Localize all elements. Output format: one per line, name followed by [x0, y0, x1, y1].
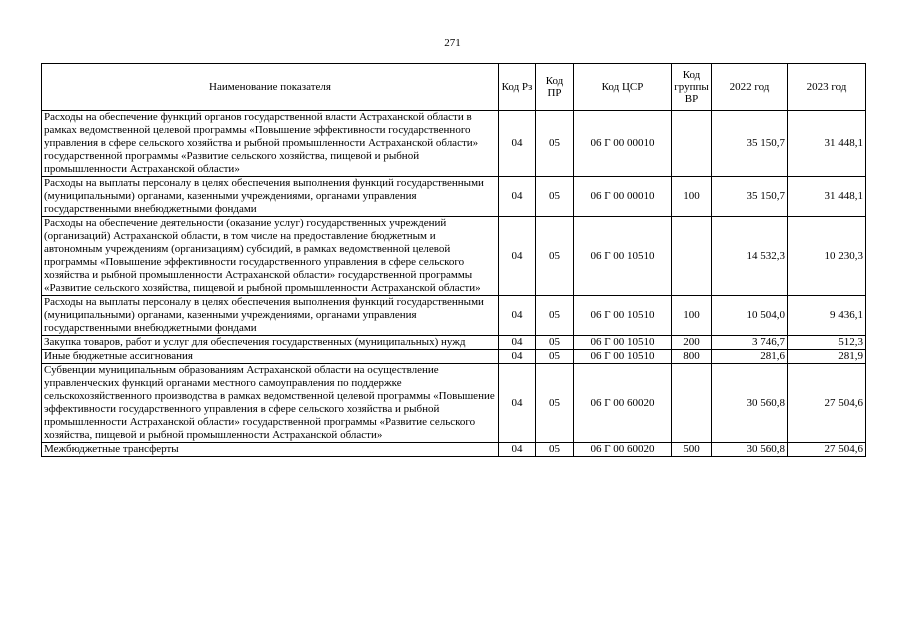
table-row [42, 443, 866, 457]
row-pr: 05 [536, 443, 574, 457]
row-pr: 05 [536, 296, 574, 336]
row-rz: 04 [499, 443, 536, 457]
row-rz: 04 [499, 350, 536, 364]
row-2022: 10 504,0 [712, 296, 788, 336]
row-2022: 30 560,8 [712, 364, 788, 443]
table-header-row [42, 64, 866, 111]
row-2023: 281,9 [788, 350, 866, 364]
table-row [42, 111, 866, 177]
row-2022: 30 560,8 [712, 443, 788, 457]
header-2023: 2023 год [788, 64, 866, 111]
row-csr: 06 Г 00 10510 [574, 217, 672, 296]
row-vr: 100 [672, 296, 712, 336]
row-pr: 05 [536, 177, 574, 217]
table-row [42, 296, 866, 336]
row-csr: 06 Г 00 00010 [574, 111, 672, 177]
table-row [42, 217, 866, 296]
row-rz: 04 [499, 296, 536, 336]
row-name: Расходы на обеспечение деятельности (оказание услуг) государственных учреждений (организаций) Астраханской области, в том числе на предоставление бюджетным и автономным учреждениям (организациям) субсидий, в рамках ведомственной целевой программы «Повышение эффективности государственного управления в сфере сельского хозяйства и рыбной промышленности Астраханской области» государственной программы «Развитие сельского хозяйства, пищевой и рыбной промышленности Астраханской области» [42, 217, 499, 296]
row-pr: 05 [536, 336, 574, 350]
row-2023: 31 448,1 [788, 111, 866, 177]
header-2022: 2022 год [712, 64, 788, 111]
row-2023: 9 436,1 [788, 296, 866, 336]
header-pr: Код ПР [536, 64, 574, 111]
row-vr: 200 [672, 336, 712, 350]
row-name: Межбюджетные трансферты [42, 443, 499, 457]
row-rz: 04 [499, 336, 536, 350]
row-name: Расходы на выплаты персоналу в целях обеспечения выполнения функций государственными (муниципальными) органами, казенными учреждениями, органами управления государственными внебюджетными фондами [42, 296, 499, 336]
row-name: Иные бюджетные ассигнования [42, 350, 499, 364]
row-2022: 14 532,3 [712, 217, 788, 296]
row-csr: 06 Г 00 10510 [574, 336, 672, 350]
row-vr [672, 364, 712, 443]
row-pr: 05 [536, 350, 574, 364]
row-rz: 04 [499, 111, 536, 177]
row-pr: 05 [536, 111, 574, 177]
row-2023: 27 504,6 [788, 443, 866, 457]
table-row [42, 364, 866, 443]
row-2022: 35 150,7 [712, 177, 788, 217]
page-number: 271 [444, 37, 461, 49]
row-2023: 31 448,1 [788, 177, 866, 217]
budget-table [41, 63, 866, 457]
row-csr: 06 Г 00 60020 [574, 443, 672, 457]
row-name: Расходы на обеспечение функций органов государственной власти Астраханской области в рамках ведомственной целевой программы «Повышение эффективности государственного управления в сфере сельского хозяйства и рыбной промышленности Астраханской области» государственной программы «Развитие сельского хозяйства, пищевой и рыбной промышленности Астраханской области» [42, 111, 499, 177]
table-row [42, 350, 866, 364]
row-2023: 512,3 [788, 336, 866, 350]
row-2022: 281,6 [712, 350, 788, 364]
table-row [42, 336, 866, 350]
row-pr: 05 [536, 217, 574, 296]
row-2023: 27 504,6 [788, 364, 866, 443]
row-csr: 06 Г 00 60020 [574, 364, 672, 443]
header-csr: Код ЦСР [574, 64, 672, 111]
row-2022: 3 746,7 [712, 336, 788, 350]
row-rz: 04 [499, 364, 536, 443]
table-row [42, 177, 866, 217]
row-csr: 06 Г 00 00010 [574, 177, 672, 217]
row-vr [672, 217, 712, 296]
row-csr: 06 Г 00 10510 [574, 296, 672, 336]
row-csr: 06 Г 00 10510 [574, 350, 672, 364]
row-2023: 10 230,3 [788, 217, 866, 296]
row-vr: 100 [672, 177, 712, 217]
row-vr [672, 111, 712, 177]
header-rz: Код Рз [499, 64, 536, 111]
header-name: Наименование показателя [42, 64, 499, 111]
row-vr: 800 [672, 350, 712, 364]
header-vr: Код группы ВР [672, 64, 712, 111]
row-2022: 35 150,7 [712, 111, 788, 177]
row-pr: 05 [536, 364, 574, 443]
row-name: Субвенции муниципальным образованиям Астраханской области на осуществление управленческих функций органами местного самоуправления по поддержке сельскохозяйственного производства в рамках ведомственной целевой программы «Повышение эффективности государственного управления в сфере сельского хозяйства и рыбной промышленности Астраханской области» государственной программы «Развитие сельского хозяйства, пищевой и рыбной промышленности Астраханской области» [42, 364, 499, 443]
row-name: Расходы на выплаты персоналу в целях обеспечения выполнения функций государственными (муниципальными) органами, казенными учреждениями, органами управления государственными внебюджетными фондами [42, 177, 499, 217]
row-rz: 04 [499, 177, 536, 217]
row-vr: 500 [672, 443, 712, 457]
row-name: Закупка товаров, работ и услуг для обеспечения государственных (муниципальных) нужд [42, 336, 499, 350]
row-rz: 04 [499, 217, 536, 296]
